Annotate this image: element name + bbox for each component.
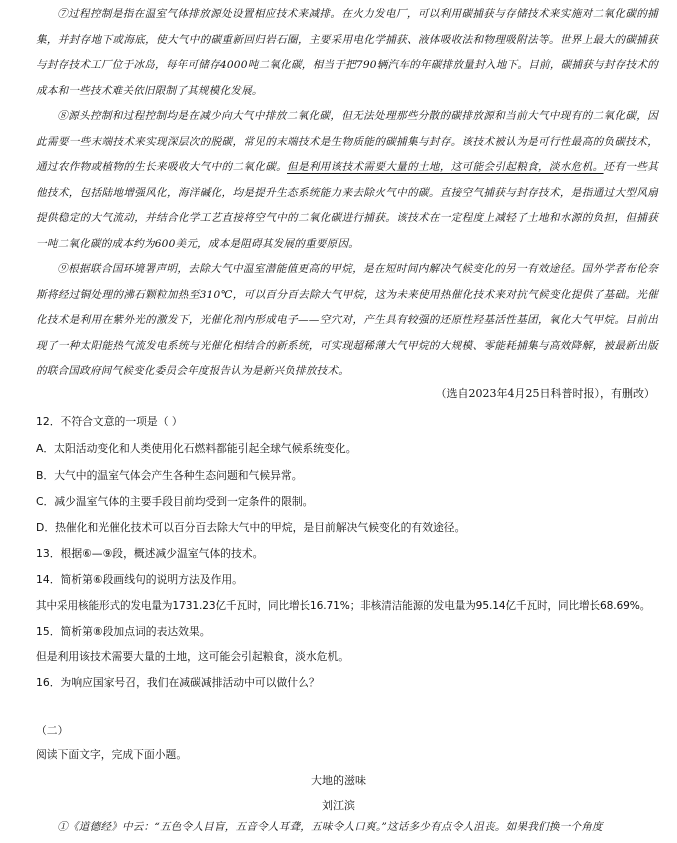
section-2-instruction: 阅读下面文字，完成下面小题。 [36, 748, 188, 761]
paragraph-9: ⑨根据联合国环境署声明，去除大气中温室潜能值更高的甲烷，是在短时间内解决气候变化的另一有效途径。国外学者布伦奈斯将经过铜处理的沸石颗粒加热至310℃，可以百分百去除大气甲烷，这为未来使用热催化技术来对抗气候变化提供了基础。光催化技术是利用在紫外光的激发下，光催化剂内形成电子——空穴对，产生具有较强的还原性羟基活性基团，氧化大气甲烷。目前出现了一种太阳能热气流发电系统与光催化相结合的新系统，可实现超稀薄大气甲烷的大规模、零能耗捕集与高效降解，被最新出版的联合国政府间气候变化委员会年度报告认为是新兴负排放技术。 [36, 263, 658, 377]
question-12: 12．不符合文意的一项是（ ） [36, 415, 183, 428]
source-citation: （选自2023年4月25日科普时报），有删改） [435, 387, 655, 400]
question-12-option-d: D．热催化和光催化技术可以百分百去除大气中的甲烷，是目前解决气候变化的有效途径。 [36, 521, 466, 534]
paragraph-7: ⑦过程控制是指在温室气体排放源处设置相应技术来减排。在火力发电厂，可以利用碳捕获与存储技术来实施对二氧化碳的捕集，并封存地下或海底，使大气中的碳重新回归岩石圈，主要采用电化学捕获、液体吸收法和物理吸附法等。世界上最大的碳捕获与封存技术工厂位于冰岛，每年可储存4000吨二氧化碳，相当于把790辆汽车的年碳排放量封入地下。目前，碳捕获与封存技术的成本和一些技术难关依旧限制了其规模化发展。 [36, 8, 658, 97]
question-12-option-b: B．大气中的温室气体会产生各种生态问题和气候异常。 [36, 469, 303, 482]
paragraph-8-underlined-sentence: 但是利用该技术需要大量的土地，这可能会引起粮食，淡水危机。 [287, 161, 604, 173]
paragraph-8 [36, 104, 658, 257]
question-14-sentence: 其中采用核能形式的发电量为1731.23亿千瓦时，同比增长16.71%；非核清洁能源的发电量为95.14亿千瓦时，同比增长68.69%。 [36, 600, 651, 612]
question-13: 13．根据⑥—⑨段，概述减少温室气体的技术。 [36, 547, 264, 560]
question-12-option-c: C．减少温室气体的主要手段目前均受到一定条件的限制。 [36, 495, 314, 508]
article-author: 刘江滨 [322, 799, 355, 812]
paragraph-8-text-a: ⑧源头控制和过程控制均是在减少向大气中排放二氧化碳，但无法处理那些分散的碳排放源和当前大气中现有的二氧化碳，因此需要一些末端技术来实现深层次的脱碳，常见的末端技术是生物质能的碳捕集与封存。该技术被认为是可行性最高的负碳技术，通过农作物或植物的生长来吸收大气中的二氧化碳。 [36, 110, 658, 173]
paragraph-8-text-b: 还有一些其他技术，包括陆地增强风化，海洋碱化，均是提升生态系统能力来去除火气中的碳。直接空气捕获与封存技术，是指通过大型风扇提供稳定的大气流动，并结合化学工艺直接将空气中的二氧化碳进行捕获。该技术在一定程度上减轻了土地和水源的负担，但捕获一吨二氧化碳的成本约为600美元，成本是阻碍其发展的重要原因。 [36, 161, 658, 250]
article-paragraph-1: ①《道德经》中云：“五色令人目盲，五音令人耳聋，五味令人口爽。”这话多少有点令人沮丧。如果我们换一个角度 [57, 821, 603, 833]
question-15-sentence: 但是利用该技术需要大量的土地，这可能会引起粮食，淡水危机。 [36, 650, 350, 663]
question-16: 16．为响应国家号召，我们在减碳减排活动中可以做什么？ [36, 676, 320, 689]
article-title: 大地的滋味 [311, 774, 366, 787]
question-14: 14．简析第⑥段画线句的说明方法及作用。 [36, 573, 243, 586]
question-12-option-a: A．太阳活动变化和人类使用化石燃料都能引起全球气候系统变化。 [36, 442, 357, 455]
section-2-label: （二） [36, 724, 69, 737]
question-15: 15．简析第⑧段加点词的表达效果。 [36, 625, 211, 638]
